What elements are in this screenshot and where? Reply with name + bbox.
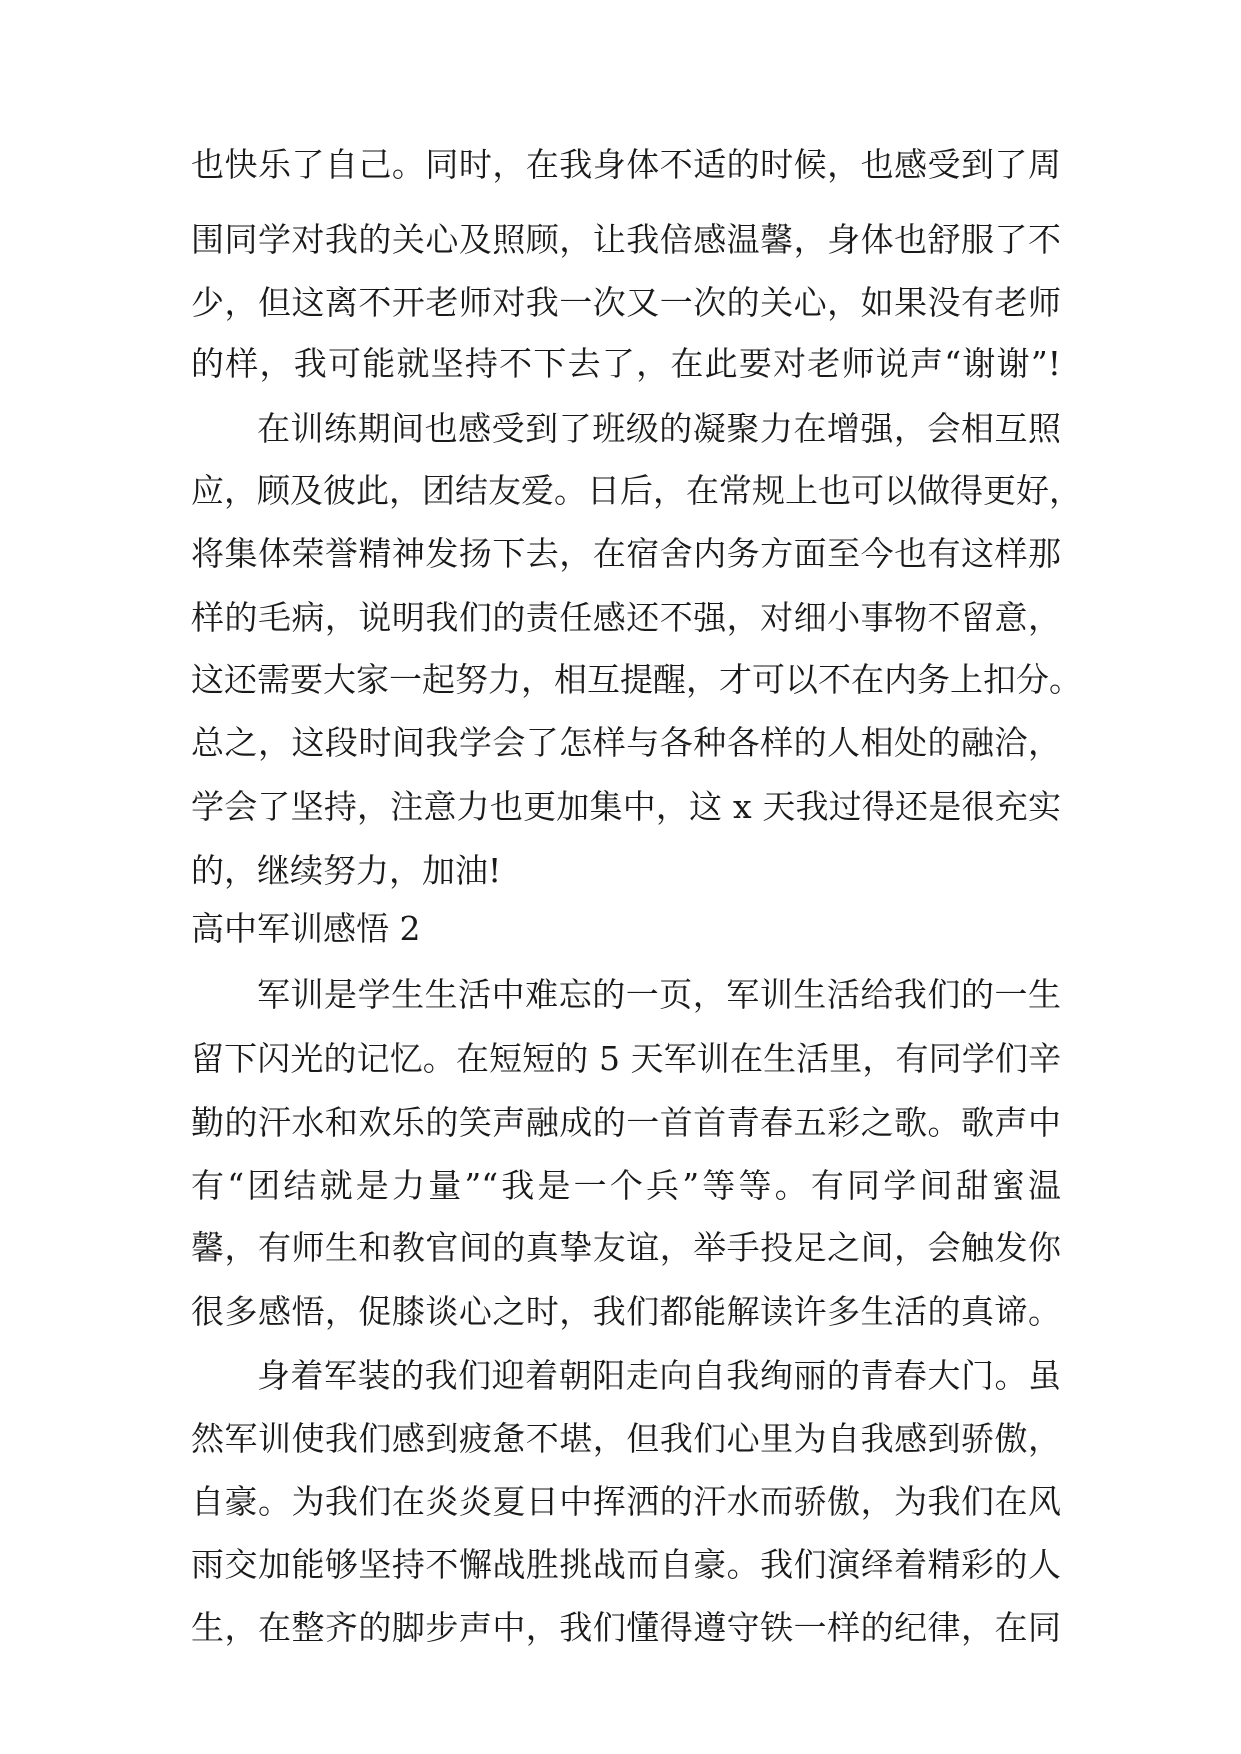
paragraph-2-line-6: 总之，这段时间我学会了怎样与各种各样的人相处的融洽， xyxy=(191,723,1061,762)
paragraph-2-line-5: 这还需要大家一起努力，相互提醒，才可以不在内务上扣分。 xyxy=(191,660,1082,699)
paragraph-3-line-5: 馨，有师生和教官间的真挚友谊，举手投足之间，会触发你 xyxy=(191,1228,1061,1267)
paragraph-2-line-4: 样的毛病，说明我们的责任感还不强，对细小事物不留意， xyxy=(191,598,1061,637)
paragraph-4-line-3: 自豪。为我们在炎炎夏日中挥洒的汗水而骄傲，为我们在风 xyxy=(191,1482,1061,1521)
paragraph-4-line-5: 生，在整齐的脚步声中，我们懂得遵守铁一样的纪律，在同 xyxy=(191,1608,1061,1647)
section-heading: 高中军训感悟 2 xyxy=(191,909,421,948)
paragraph-4-line-1: 身着军装的我们迎着朝阳走向自我绚丽的青春大门。虽 xyxy=(257,1356,1061,1395)
paragraph-3-line-6: 很多感悟，促膝谈心之时，我们都能解读许多生活的真谛。 xyxy=(191,1292,1061,1331)
paragraph-1-line-4: 的样，我可能就坚持不下去了，在此要对老师说声“谢谢”! xyxy=(191,344,1061,383)
paragraph-3-line-3: 勤的汗水和欢乐的笑声融成的一首首青春五彩之歌。歌声中 xyxy=(191,1103,1061,1142)
paragraph-1-line-1: 也快乐了自己。同时，在我身体不适的时候，也感受到了周 xyxy=(191,145,1061,184)
paragraph-4-line-2: 然军训使我们感到疲惫不堪，但我们心里为自我感到骄傲， xyxy=(191,1419,1061,1458)
paragraph-3-line-2: 留下闪光的记忆。在短短的 5 天军训在生活里，有同学们辛 xyxy=(191,1039,1061,1078)
paragraph-3-line-4: 有“团结就是力量”“我是一个兵”等等。有同学间甜蜜温 xyxy=(191,1166,1061,1205)
paragraph-2-line-7: 学会了坚持，注意力也更加集中，这 x 天我过得还是很充实 xyxy=(191,787,1061,826)
paragraph-2-line-2: 应，顾及彼此，团结友爱。日后，在常规上也可以做得更好， xyxy=(191,471,1082,510)
paragraph-2-line-8: 的，继续努力，加油! xyxy=(191,851,502,890)
paragraph-3-line-1: 军训是学生生活中难忘的一页，军训生活给我们的一生 xyxy=(257,975,1061,1014)
paragraph-2-line-3: 将集体荣誉精神发扬下去，在宿舍内务方面至今也有这样那 xyxy=(191,534,1061,573)
paragraph-2-line-1: 在训练期间也感受到了班级的凝聚力在增强，会相互照 xyxy=(257,409,1061,448)
paragraph-1-line-3: 少，但这离不开老师对我一次又一次的关心，如果没有老师 xyxy=(191,283,1061,322)
paragraph-4-line-4: 雨交加能够坚持不懈战胜挑战而自豪。我们演绎着精彩的人 xyxy=(191,1545,1061,1584)
paragraph-1-line-2: 围同学对我的关心及照顾，让我倍感温馨，身体也舒服了不 xyxy=(191,220,1061,259)
